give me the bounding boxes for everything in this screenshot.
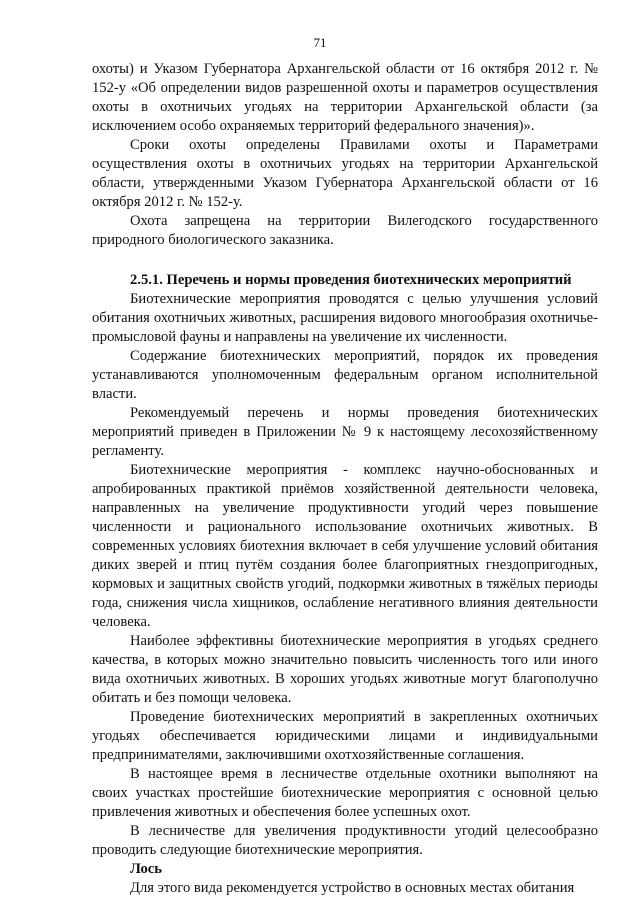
paragraph-current-practice: В настоящее время в лесничестве отдельные охотники выполняют на своих участках простейшие биотехнические мероприятия с основной целью привлечения животных и обеспечения более успешных охот. [92, 766, 598, 820]
paragraph-hunting-seasons: Сроки охоты определены Правилами охоты и Параметрами осуществления охоты в охотничьих угодьях на территории Архангельской области, утвержденными Указом Губернатора Архангельской области от 16 октября 2012 г. № 152-у. [92, 137, 598, 210]
paragraph-recommended-list: Рекомендуемый перечень и нормы проведения биотехнических мероприятий приведен в Приложении № 9 к настоящему лесохозяйственному регламенту. [92, 405, 598, 459]
paragraph-most-effective: Наиболее эффективны биотехнические мероприятия в угодьях среднего качества, в которых можно значительно повысить численность того или иного вида охотничьих животных. В хороших угодьях животные могут благополучно обитать и без помощи человека. [92, 633, 598, 706]
paragraph-hunting-ban: Охота запрещена на территории Вилегодского государственного природного биологического заказника. [92, 213, 598, 248]
paragraph-hunting-decree: охоты) и Указом Губернатора Архангельской области от 16 октября 2012 г. № 152-у «Об определении видов разрешенной охоты и параметров осуществления охоты в охотничьих угодьях на территории Архангельской области (за исключением особо охраняемых территорий федерального значения)». [92, 61, 598, 134]
paragraph-moose-intro: Для этого вида рекомендуется устройство в основных местах обитания [130, 880, 575, 896]
paragraph-assigned-grounds: Проведение биотехнических мероприятий в закрепленных охотничьих угодьях обеспечивается юридическими лицами и индивидуальными предпринимателями, заключившими охотхозяйственные соглашения. [92, 709, 598, 763]
paragraph-recommended-measures: В лесничестве для увеличения продуктивности угодий целесообразно проводить следующие биотехнические мероприятия. [92, 823, 598, 858]
paragraph-biotech-content: Содержание биотехнических мероприятий, порядок их проведения устанавливаются уполномоченным федеральным органом исполнительной власти. [92, 348, 598, 402]
subheading-moose: Лось [130, 861, 163, 877]
document-body [92, 60, 598, 898]
paragraph-biotech-definition: Биотехнические мероприятия - комплекс научно-обоснованных и апробированных практикой приёмов хозяйственной деятельности человека, направленных на увеличение продуктивности угодий через повышение численности и рационального использование охотничьих животных. В современных условиях биотехния включает в себя улучшение условий обитания диких зверей и птиц путём создания более благоприятных гнездопригодных, кормовых и защитных свойств угодий, подкормки животных в тяжёлых периоды года, снижения числа хищников, ослабление негативного влияния деятельности человека. [92, 462, 598, 630]
paragraph-biotech-purpose: Биотехнические мероприятия проводятся с целью улучшения условий обитания охотничьих животных, расширения видового многообразия охотничье-промысловой фауны и направлены на увеличение их численности. [92, 291, 598, 345]
page-number: 71 [313, 35, 327, 50]
section-heading: 2.5.1. Перечень и нормы проведения биотехнических мероприятий [130, 272, 572, 288]
